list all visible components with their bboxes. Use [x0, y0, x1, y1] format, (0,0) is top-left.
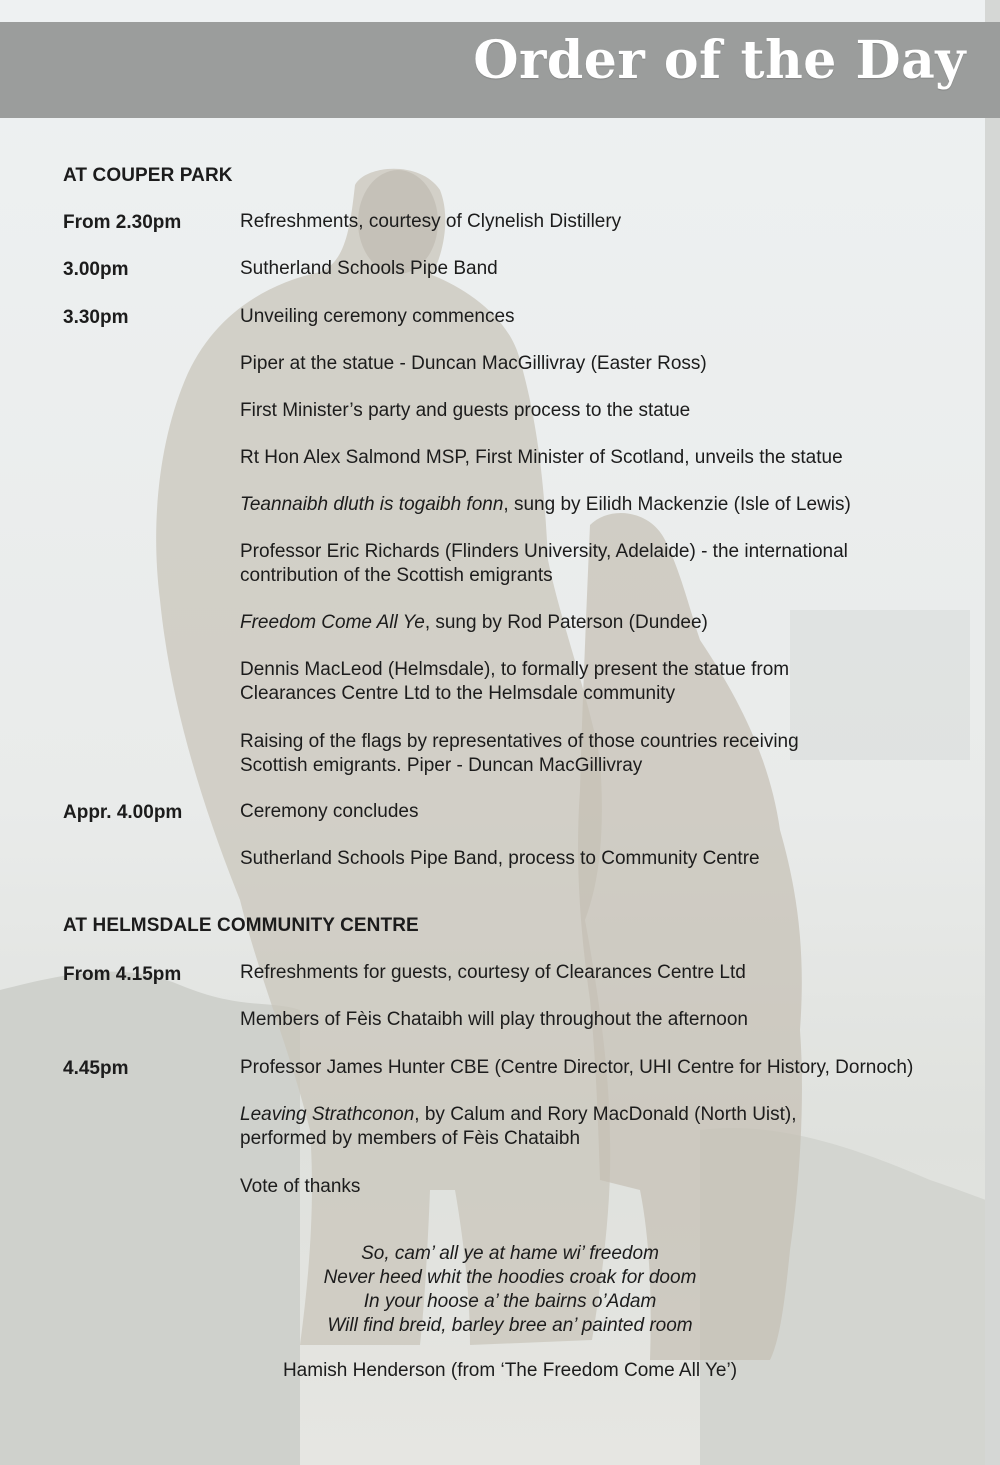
- schedule-item: Members of Fèis Chataibh will play throughout the afternoon: [240, 1009, 748, 1030]
- schedule-item-text: , by Calum and Rory MacDonald (North Uist),: [414, 1104, 797, 1125]
- schedule-item: [240, 493, 970, 517]
- schedule-item: Refreshments for guests, courtesy of Clearances Centre Ltd: [240, 962, 746, 983]
- schedule-item-line: Clearances Centre Ltd to the Helmsdale community: [240, 683, 676, 704]
- schedule-item-line: Dennis MacLeod (Helmsdale), to formally present the statue from: [240, 659, 790, 680]
- schedule-item: [240, 658, 970, 706]
- verse-quote: [240, 1242, 780, 1338]
- song-title: Freedom Come All Ye: [240, 612, 425, 633]
- schedule-item-line: performed by members of Fèis Chataibh: [240, 1128, 581, 1149]
- schedule-item: Piper at the statue - Duncan MacGillivray (Easter Ross): [240, 353, 707, 374]
- schedule-item: [240, 540, 970, 588]
- verse-line: In your hoose a’ the bairns o’Adam: [363, 1291, 657, 1312]
- time-label: Appr. 4.00pm: [63, 802, 183, 823]
- time-label: From 4.15pm: [63, 964, 182, 985]
- time-label: 4.45pm: [63, 1058, 129, 1079]
- schedule-item-line: Scottish emigrants. Piper - Duncan MacGillivray: [240, 755, 643, 776]
- time-label: 3.30pm: [63, 307, 129, 328]
- schedule-item: [240, 1103, 970, 1151]
- schedule-item: [240, 730, 970, 778]
- schedule-item: Vote of thanks: [240, 1176, 361, 1197]
- schedule-item-line: Raising of the flags by representatives of those countries receiving: [240, 731, 799, 752]
- schedule-item: Sutherland Schools Pipe Band, process to Community Centre: [240, 848, 760, 869]
- verse-line: Never heed whit the hoodies croak for doom: [323, 1267, 697, 1288]
- page-title: Order of the Day: [473, 30, 966, 91]
- schedule-item: Ceremony concludes: [240, 801, 419, 822]
- schedule-item: [240, 611, 970, 635]
- time-label: 3.00pm: [63, 259, 129, 280]
- schedule-item-line: Professor Eric Richards (Flinders University, Adelaide) - the international: [240, 541, 848, 562]
- time-label: From 2.30pm: [63, 212, 182, 233]
- schedule-item: Refreshments, courtesy of Clynelish Distillery: [240, 211, 622, 232]
- verse-attribution: Hamish Henderson (from ‘The Freedom Come All Ye’): [282, 1360, 738, 1381]
- section-heading-community-centre: AT HELMSDALE COMMUNITY CENTRE: [63, 915, 419, 936]
- schedule-item: Sutherland Schools Pipe Band: [240, 258, 498, 279]
- schedule-item-line: [240, 1103, 970, 1127]
- schedule-item: First Minister’s party and guests process to the statue: [240, 400, 691, 421]
- schedule-item-text: , sung by Eilidh Mackenzie (Isle of Lewis): [503, 494, 851, 515]
- schedule-item-text: , sung by Rod Paterson (Dundee): [424, 612, 708, 633]
- schedule-item: Rt Hon Alex Salmond MSP, First Minister of Scotland, unveils the statue: [240, 447, 843, 468]
- verse-line: So, cam’ all ye at hame wi’ freedom: [361, 1243, 659, 1264]
- schedule-item-line: contribution of the Scottish emigrants: [240, 565, 553, 586]
- schedule-item: Unveiling ceremony commences: [240, 306, 515, 327]
- schedule-item: Professor James Hunter CBE (Centre Director, UHI Centre for History, Dornoch): [240, 1057, 914, 1078]
- section-heading-couper-park: AT COUPER PARK: [63, 165, 233, 186]
- song-title: Leaving Strathconon: [240, 1104, 415, 1125]
- verse-line: Will find breid, barley bree an’ painted room: [327, 1315, 693, 1336]
- song-title: Teannaibh dluth is togaibh fonn: [240, 494, 504, 515]
